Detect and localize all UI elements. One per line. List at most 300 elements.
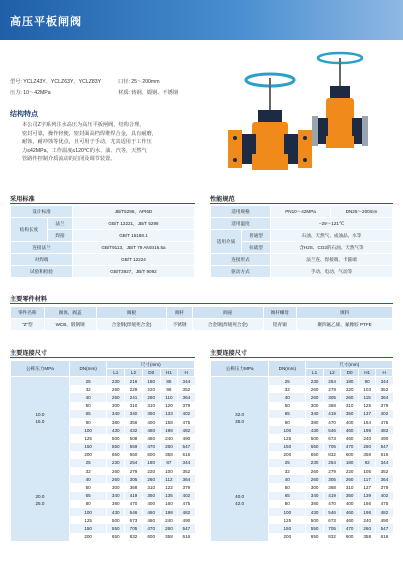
dim-cell: 470 bbox=[323, 418, 341, 426]
dim-cell: 220 bbox=[142, 385, 160, 393]
dim-cell: 240 bbox=[358, 434, 376, 442]
dim-cell: 260 bbox=[160, 524, 178, 532]
dim-cell: 139 bbox=[358, 492, 376, 500]
dim-cell: 110 bbox=[160, 393, 178, 401]
dims-left-table bbox=[10, 360, 195, 541]
table-row bbox=[11, 254, 195, 266]
table-row bbox=[211, 254, 393, 266]
dim-cell: 137 bbox=[358, 410, 376, 418]
table-row bbox=[211, 218, 393, 230]
dim-cell: 616 bbox=[376, 451, 393, 459]
dim-cell: 460 bbox=[142, 508, 160, 516]
dim-cell: 65 bbox=[269, 492, 306, 500]
table-row bbox=[11, 242, 195, 254]
dim-cell: 500 bbox=[107, 516, 125, 524]
dim-cell: 200 bbox=[69, 533, 107, 541]
dim-cell: 260 bbox=[306, 385, 324, 393]
dim-cell: 198 bbox=[358, 426, 376, 434]
dim-cell: 150 bbox=[69, 524, 107, 532]
dim-cell: 25 bbox=[269, 459, 306, 467]
pressure-value: 25.0 bbox=[35, 500, 45, 506]
dim-cell: 379 bbox=[178, 402, 195, 410]
table-row bbox=[11, 266, 195, 278]
materials-header: 阀体、阀盖 bbox=[44, 307, 96, 319]
dim-cell: 100 bbox=[160, 467, 178, 475]
materials-cell: 合金钢(焊缓死合金) bbox=[192, 319, 263, 331]
dim-cell: 475 bbox=[178, 418, 195, 426]
standards-value: GB/T9113，JB/T 79 ANSI16.5a bbox=[73, 242, 195, 254]
materials-cell: WCB、锻钢钢 bbox=[44, 319, 96, 331]
materials-cell: 合金钢(焊缓死合金) bbox=[96, 319, 167, 331]
dim-cell: 475 bbox=[376, 418, 393, 426]
dim-cell: 300 bbox=[107, 483, 125, 491]
standards-sublabel: 法兰 bbox=[48, 218, 73, 230]
dim-cell: 198 bbox=[160, 508, 178, 516]
dim-cell: 470 bbox=[142, 443, 160, 451]
dim-cell: 600 bbox=[341, 533, 359, 541]
spec-material: 材质: 铸钢、锻钢、不锈钢 bbox=[118, 90, 178, 96]
dim-cell: 546 bbox=[323, 508, 341, 516]
dim-cell: 260 bbox=[341, 475, 359, 483]
dim-column-header: H bbox=[376, 369, 393, 377]
dim-cell: 198 bbox=[160, 426, 178, 434]
performance-value: PN10～42MPa bbox=[271, 206, 331, 218]
standards-value: JB/T5298，API6D bbox=[73, 206, 195, 218]
standards-rule bbox=[10, 203, 195, 204]
pressure-cell bbox=[211, 377, 269, 459]
dim-cell: 240 bbox=[160, 434, 178, 442]
dim-cell: 100 bbox=[269, 508, 306, 516]
dim-cell: 220 bbox=[341, 467, 359, 475]
dim-cell: 103 bbox=[358, 385, 376, 393]
dim-cell: 559 bbox=[125, 443, 143, 451]
dim-cell: 379 bbox=[376, 483, 393, 491]
dim-cell: 430 bbox=[107, 426, 125, 434]
pressure-value: 32.0 bbox=[235, 411, 245, 417]
dim-cell: 200 bbox=[69, 451, 107, 459]
pressure-value: 42.0 bbox=[235, 500, 245, 506]
features-line: 耐蚀，耐冲蚀等优点，且可用于手动，尤其适用于工作压 bbox=[22, 139, 152, 146]
dim-cell: 117 bbox=[358, 475, 376, 483]
dim-cell: 470 bbox=[125, 500, 143, 508]
dim-cell: 358 bbox=[160, 451, 178, 459]
dim-cell: 340 bbox=[107, 492, 125, 500]
dim-cell: 260 bbox=[160, 443, 178, 451]
dim-cell: 470 bbox=[341, 524, 359, 532]
standards-value: GB/T 12221，JB/T 5298 bbox=[73, 218, 195, 230]
dim-cell: 310 bbox=[142, 483, 160, 491]
dim-cell: 400 bbox=[341, 418, 359, 426]
standards-label: 设计标准 bbox=[11, 206, 73, 218]
dim-cell: 150 bbox=[269, 443, 306, 451]
standards-label: 结构长度 bbox=[11, 218, 48, 242]
dim-cell: 402 bbox=[178, 492, 195, 500]
dim-cell: 350 bbox=[142, 492, 160, 500]
dim-cell: 400 bbox=[341, 500, 359, 508]
dim-cell: 220 bbox=[142, 467, 160, 475]
features-line: 密封可靠，操作轻便，密封面高档焊堆焊合金，具有耐磨， bbox=[22, 130, 157, 137]
performance-rule bbox=[210, 203, 393, 204]
dim-cell: 364 bbox=[178, 393, 195, 401]
table-row bbox=[211, 206, 393, 218]
dim-cell: 482 bbox=[178, 508, 195, 516]
dim-cell: 32 bbox=[69, 467, 107, 475]
dim-cell: 500 bbox=[306, 516, 324, 524]
dim-cell: 352 bbox=[376, 385, 393, 393]
dim-cell: 340 bbox=[107, 410, 125, 418]
dim-cell: 125 bbox=[269, 516, 306, 524]
pressure-value: 35.0 bbox=[235, 418, 245, 424]
dim-cell: 470 bbox=[142, 524, 160, 532]
dim-cell: 310 bbox=[125, 402, 143, 410]
dim-cell: 230 bbox=[306, 459, 324, 467]
standards-label: 试验和检验 bbox=[11, 266, 73, 278]
dim-cell: 40 bbox=[269, 475, 306, 483]
dim-cell: 80 bbox=[269, 500, 306, 508]
features-paragraph bbox=[22, 121, 212, 164]
dim-cell: 230 bbox=[306, 377, 324, 386]
dim-cell: 490 bbox=[376, 516, 393, 524]
dim-cell: 32 bbox=[269, 467, 306, 475]
dim-cell: 260 bbox=[107, 393, 125, 401]
materials-header: 阀杆螺母 bbox=[263, 307, 297, 319]
dim-cell: 260 bbox=[142, 475, 160, 483]
dim-cell: 260 bbox=[107, 475, 125, 483]
dim-cell: 364 bbox=[178, 475, 195, 483]
materials-header: 填料 bbox=[297, 307, 393, 319]
dim-cell: 260 bbox=[107, 385, 125, 393]
dim-cell: 133 bbox=[160, 410, 178, 418]
dim-cell: 254 bbox=[323, 459, 341, 467]
materials-cell: 铝青铜 bbox=[263, 319, 297, 331]
dim-column-header: H1 bbox=[160, 369, 178, 377]
materials-cell: "Z"型 bbox=[11, 319, 45, 331]
dim-cell: 40 bbox=[69, 393, 107, 401]
table-row bbox=[11, 206, 195, 218]
dim-column-header: L1 bbox=[107, 369, 125, 377]
dim-cell: 279 bbox=[323, 385, 341, 393]
performance-label: 适用温度 bbox=[211, 218, 271, 230]
dn-header: DN(mm) bbox=[69, 361, 107, 377]
dim-cell: 310 bbox=[142, 402, 160, 410]
table-row bbox=[211, 266, 393, 278]
features-line: 力≤42MPa，工作温度≤120℃的水、油、汽等，天然气 bbox=[22, 147, 147, 154]
materials-header: 零件名称 bbox=[11, 307, 45, 319]
dn-header: DN(mm) bbox=[269, 361, 306, 377]
dims-right-rule bbox=[210, 357, 393, 358]
pressure-value: 10.0 bbox=[35, 411, 45, 417]
dim-cell: 100 bbox=[69, 426, 107, 434]
pressure-cell bbox=[11, 377, 70, 459]
valve-front bbox=[228, 74, 312, 170]
dims-right-table bbox=[210, 360, 393, 541]
valve-illustration bbox=[222, 48, 394, 188]
dim-cell: 50 bbox=[69, 402, 107, 410]
dim-cell: 260 bbox=[306, 475, 324, 483]
dim-cell: 198 bbox=[358, 508, 376, 516]
dim-cell: 673 bbox=[323, 434, 341, 442]
dim-cell: 125 bbox=[69, 434, 107, 442]
dim-cell: 705 bbox=[125, 524, 143, 532]
dim-cell: 500 bbox=[107, 434, 125, 442]
dim-cell: 305 bbox=[125, 475, 143, 483]
standards-table bbox=[10, 205, 195, 278]
dim-cell: 241 bbox=[125, 393, 143, 401]
dim-cell: 65 bbox=[69, 410, 107, 418]
dim-cell: 229 bbox=[125, 385, 143, 393]
dim-cell: 340 bbox=[306, 492, 324, 500]
performance-label: 驱动方式 bbox=[211, 266, 271, 278]
valve-back bbox=[312, 53, 368, 148]
dim-cell: 125 bbox=[269, 434, 306, 442]
dim-cell: 358 bbox=[160, 533, 178, 541]
dim-cell: 430 bbox=[107, 508, 125, 516]
dim-cell: 65 bbox=[269, 410, 306, 418]
table-header-row bbox=[211, 361, 393, 369]
dim-cell: 460 bbox=[341, 508, 359, 516]
dim-cell: 380 bbox=[306, 500, 324, 508]
dim-cell: 200 bbox=[269, 451, 306, 459]
dim-cell: 430 bbox=[306, 426, 324, 434]
dims-right-title: 主要连接尺寸 bbox=[210, 350, 248, 357]
dim-cell: 240 bbox=[358, 516, 376, 524]
dim-cell: 832 bbox=[323, 533, 341, 541]
table-row bbox=[211, 377, 393, 386]
dim-cell: 120 bbox=[160, 402, 178, 410]
features-line: 本公司Z字系列注水高压为高压平板闸阀，结构合理， bbox=[22, 122, 145, 128]
features-line: 管路作控制介质流动的启闭及调节装置。 bbox=[22, 156, 116, 163]
dim-cell: 460 bbox=[142, 516, 160, 524]
dim-cell: 230 bbox=[107, 377, 125, 386]
dim-cell: 600 bbox=[142, 533, 160, 541]
dim-cell: 127 bbox=[358, 483, 376, 491]
standards-title: 采用标准 bbox=[10, 196, 35, 203]
dim-cell: 164 bbox=[358, 418, 376, 426]
dim-cell: 380 bbox=[107, 418, 125, 426]
dim-cell: 200 bbox=[269, 533, 306, 541]
dim-cell: 25 bbox=[69, 459, 107, 467]
dim-cell: 460 bbox=[341, 516, 359, 524]
dim-cell: 340 bbox=[306, 410, 324, 418]
dim-cell: 300 bbox=[107, 402, 125, 410]
dim-cell: 400 bbox=[142, 418, 160, 426]
table-header-row bbox=[11, 361, 195, 369]
dim-cell: 344 bbox=[178, 459, 195, 467]
standards-value: GB/T 12224 bbox=[73, 254, 195, 266]
dim-cell: 352 bbox=[178, 385, 195, 393]
dim-cell: 650 bbox=[306, 451, 324, 459]
table-row bbox=[211, 459, 393, 467]
dim-cell: 260 bbox=[306, 393, 324, 401]
materials-header: 阀板 bbox=[96, 307, 167, 319]
dim-column-header: L1 bbox=[306, 369, 324, 377]
dim-cell: 160 bbox=[160, 500, 178, 508]
dim-cell: 230 bbox=[107, 459, 125, 467]
dim-cell: 80 bbox=[269, 418, 306, 426]
dim-cell: 105 bbox=[358, 467, 376, 475]
dim-cell: 547 bbox=[178, 443, 195, 451]
dim-column-header: L2 bbox=[323, 369, 341, 377]
dim-cell: 220 bbox=[341, 385, 359, 393]
dim-cell: 25 bbox=[69, 377, 107, 386]
dim-cell: 352 bbox=[376, 467, 393, 475]
dim-cell: 616 bbox=[376, 533, 393, 541]
dim-cell: 832 bbox=[125, 533, 143, 541]
dim-cell: 310 bbox=[341, 402, 359, 410]
pressure-header: 公称压力MPa bbox=[11, 361, 70, 377]
dim-column-header: L2 bbox=[125, 369, 143, 377]
pressure-cell bbox=[11, 459, 70, 541]
dim-cell: 300 bbox=[306, 402, 324, 410]
performance-value: 石油、天然气、成油品、水等 bbox=[271, 230, 393, 242]
dim-cell: 260 bbox=[306, 467, 324, 475]
dim-cell: 350 bbox=[341, 410, 359, 418]
dim-column-header: D0 bbox=[142, 369, 160, 377]
dim-cell: 180 bbox=[142, 377, 160, 386]
dim-cell: 470 bbox=[341, 443, 359, 451]
dim-cell: 166 bbox=[358, 500, 376, 508]
spec-model: 型号: YCLZ43Y、YCLZ63Y、YCLZ83Y bbox=[10, 79, 102, 85]
features-title: 结构特点 bbox=[10, 111, 38, 118]
spec-size: 口径: 25～200mm bbox=[118, 79, 160, 85]
dim-cell: 340 bbox=[125, 410, 143, 418]
dim-cell: 508 bbox=[125, 434, 143, 442]
dim-cell: 832 bbox=[323, 451, 341, 459]
dim-cell: 115 bbox=[358, 393, 376, 401]
dim-cell: 240 bbox=[160, 516, 178, 524]
dim-cell: 402 bbox=[376, 492, 393, 500]
dim-cell: 92 bbox=[358, 459, 376, 467]
pressure-value: 40.0 bbox=[235, 493, 245, 499]
standards-sublabel: 焊接 bbox=[48, 230, 73, 242]
dim-cell: 673 bbox=[125, 516, 143, 524]
dim-cell: 260 bbox=[341, 393, 359, 401]
dim-cell: 100 bbox=[269, 426, 306, 434]
spec-pressure: 压力: 10～42MPa bbox=[10, 90, 51, 96]
dim-cell: 550 bbox=[107, 524, 125, 532]
performance-value: 含H2S、CO2的石油、天然气等 bbox=[271, 242, 393, 254]
dim-cell: 180 bbox=[142, 459, 160, 467]
table-row bbox=[11, 319, 393, 331]
dim-cell: 550 bbox=[107, 443, 125, 451]
dim-cell: 673 bbox=[323, 516, 341, 524]
dim-cell: 260 bbox=[358, 524, 376, 532]
dim-cell: 419 bbox=[323, 492, 341, 500]
dim-cell: 344 bbox=[376, 377, 393, 386]
dim-cell: 460 bbox=[142, 434, 160, 442]
dim-cell: 358 bbox=[358, 451, 376, 459]
dim-cell: 380 bbox=[306, 418, 324, 426]
performance-label: 适用规格 bbox=[211, 206, 271, 218]
dim-cell: 368 bbox=[323, 483, 341, 491]
dim-cell: 482 bbox=[178, 426, 195, 434]
dim-cell: 40 bbox=[269, 393, 306, 401]
dim-cell: 380 bbox=[107, 500, 125, 508]
dim-cell: 650 bbox=[107, 533, 125, 541]
dim-cell: 546 bbox=[125, 508, 143, 516]
performance-value: 手动、电动、气动等 bbox=[271, 266, 393, 278]
dim-cell: 305 bbox=[323, 393, 341, 401]
dim-cell: 660 bbox=[125, 451, 143, 459]
dim-cell: 430 bbox=[306, 508, 324, 516]
dim-cell: 254 bbox=[125, 459, 143, 467]
dim-cell: 550 bbox=[306, 443, 324, 451]
dim-cell: 32 bbox=[269, 385, 306, 393]
dim-cell: 600 bbox=[341, 451, 359, 459]
dim-cell: 65 bbox=[69, 492, 107, 500]
dim-cell: 80 bbox=[69, 500, 107, 508]
pressure-value: 20.0 bbox=[35, 493, 45, 499]
dim-cell: 400 bbox=[142, 500, 160, 508]
table-row bbox=[11, 459, 195, 467]
dim-cell: 419 bbox=[125, 492, 143, 500]
dim-column-header: H1 bbox=[358, 369, 376, 377]
performance-table bbox=[210, 205, 393, 278]
dim-cell: 50 bbox=[269, 483, 306, 491]
performance-value: −29～121℃ bbox=[271, 218, 393, 230]
table-header-row bbox=[11, 307, 393, 319]
dim-cell: 460 bbox=[341, 434, 359, 442]
dim-cell: 482 bbox=[376, 508, 393, 516]
dim-cell: 475 bbox=[376, 500, 393, 508]
dim-cell: 254 bbox=[323, 377, 341, 386]
page-title: 高压平板闸阀 bbox=[10, 16, 82, 28]
size-header: 尺寸(mm) bbox=[306, 361, 393, 369]
dim-cell: 344 bbox=[376, 459, 393, 467]
dim-cell: 350 bbox=[341, 492, 359, 500]
dim-cell: 475 bbox=[178, 500, 195, 508]
dim-cell: 125 bbox=[69, 516, 107, 524]
dim-column-header: D0 bbox=[341, 369, 359, 377]
dim-cell: 500 bbox=[306, 434, 324, 442]
dim-cell: 180 bbox=[341, 459, 359, 467]
standards-label: 连接法兰 bbox=[11, 242, 73, 254]
materials-header: 阀杆 bbox=[167, 307, 193, 319]
dims-left-title: 主要连接尺寸 bbox=[10, 350, 48, 357]
dim-cell: 432 bbox=[125, 426, 143, 434]
dim-cell: 470 bbox=[323, 500, 341, 508]
dim-cell: 356 bbox=[125, 418, 143, 426]
dim-cell: 352 bbox=[178, 467, 195, 475]
dim-cell: 85 bbox=[160, 377, 178, 386]
dim-cell: 705 bbox=[323, 524, 341, 532]
dim-cell: 460 bbox=[341, 426, 359, 434]
dim-cell: 379 bbox=[376, 402, 393, 410]
dim-cell: 300 bbox=[306, 483, 324, 491]
header-band bbox=[0, 0, 403, 40]
standards-value: GB/T3927，JB/T 9092 bbox=[73, 266, 195, 278]
dim-cell: 260 bbox=[142, 393, 160, 401]
table-row bbox=[11, 377, 195, 386]
dim-cell: 350 bbox=[142, 410, 160, 418]
performance-value2: DN25～200mm bbox=[331, 206, 393, 218]
dim-cell: 50 bbox=[69, 483, 107, 491]
dim-cell: 358 bbox=[358, 533, 376, 541]
dim-cell: 344 bbox=[178, 377, 195, 386]
dim-cell: 490 bbox=[178, 434, 195, 442]
dim-cell: 705 bbox=[323, 443, 341, 451]
dim-cell: 25 bbox=[269, 377, 306, 386]
standards-value: GB/T 15188.1 bbox=[73, 230, 195, 242]
pressure-header: 公称压力MPa bbox=[211, 361, 269, 377]
dim-cell: 310 bbox=[341, 483, 359, 491]
dim-cell: 180 bbox=[341, 377, 359, 386]
dim-cell: 616 bbox=[178, 451, 195, 459]
table-row bbox=[11, 218, 195, 230]
dim-cell: 32 bbox=[69, 385, 107, 393]
dim-cell: 122 bbox=[160, 483, 178, 491]
dim-cell: 135 bbox=[160, 492, 178, 500]
